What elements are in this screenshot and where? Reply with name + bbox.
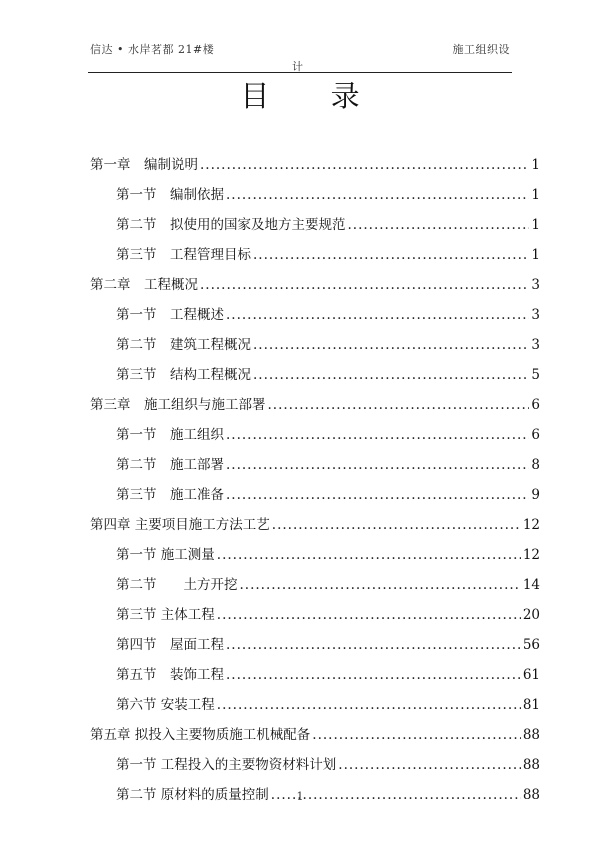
toc-entry-label: 第六节 安装工程 <box>116 697 215 713</box>
toc-dot-leader <box>200 270 529 300</box>
toc-entry-section[interactable] <box>90 630 540 660</box>
toc-entry-chapter[interactable] <box>90 390 540 420</box>
header-divider <box>88 72 512 73</box>
toc-entry-page: 5 <box>531 367 540 383</box>
toc-entry-page: 56 <box>522 637 540 653</box>
toc-entry-page: 88 <box>522 727 540 743</box>
toc-entry-section[interactable] <box>90 420 540 450</box>
toc-entry-label: 第三节 施工准备 <box>116 487 224 503</box>
toc-entry-label: 第一节 工程投入的主要物资材料计划 <box>116 757 337 773</box>
toc-entry-label: 第四章 主要项目施工方法工艺 <box>90 517 270 533</box>
toc-entry-section[interactable] <box>90 570 540 600</box>
toc-entry-page: 1 <box>531 247 540 263</box>
toc-entry-section[interactable] <box>90 690 540 720</box>
toc-entry-label: 第三节 主体工程 <box>116 607 215 623</box>
toc-dot-leader <box>272 510 521 540</box>
toc-entry-section[interactable] <box>90 750 540 780</box>
toc-entry-label: 第三节 工程管理目标 <box>116 247 251 263</box>
toc-dot-leader <box>217 690 521 720</box>
toc-entry-section[interactable] <box>90 300 540 330</box>
toc-dot-leader <box>253 360 529 390</box>
toc-entry-section[interactable] <box>90 240 540 270</box>
toc-entry-page: 81 <box>522 697 540 713</box>
toc-entry-section[interactable] <box>90 330 540 360</box>
toc-entry-label: 第二节 拟使用的国家及地方主要规范 <box>116 217 346 233</box>
toc-dot-leader <box>226 300 529 330</box>
toc-entry-label: 第二节 施工部署 <box>116 457 224 473</box>
page-title: 目 录 <box>240 79 386 113</box>
toc-entry-page: 9 <box>531 487 540 503</box>
header-right-text: 施工组织设 <box>452 43 510 56</box>
toc-entry-section[interactable] <box>90 660 540 690</box>
toc-entry-page: 3 <box>531 337 540 353</box>
toc-entry-page: 88 <box>522 757 540 773</box>
toc-entry-page: 1 <box>531 157 540 173</box>
toc-entry-page: 6 <box>531 397 540 413</box>
toc-entry-label: 第一节 施工测量 <box>116 547 215 563</box>
toc-entry-label: 第三节 结构工程概况 <box>116 367 251 383</box>
toc-entry-chapter[interactable] <box>90 510 540 540</box>
toc-dot-leader <box>226 630 521 660</box>
toc-entry-page: 1 <box>531 187 540 203</box>
toc-entry-label: 第三章 施工组织与施工部署 <box>90 397 266 413</box>
toc-entry-label: 第四节 屋面工程 <box>116 637 224 653</box>
toc-entry-page: 3 <box>531 307 540 323</box>
toc-entry-section[interactable] <box>90 480 540 510</box>
toc-dot-leader <box>217 600 521 630</box>
toc-entry-page: 6 <box>531 427 540 443</box>
toc-entry-page: 12 <box>522 517 540 533</box>
footer-page-number: 1 <box>296 790 304 803</box>
toc-entry-page: 88 <box>522 787 540 803</box>
toc-entry-page: 61 <box>522 667 540 683</box>
toc-entry-label: 第二节 建筑工程概况 <box>116 337 251 353</box>
toc-entry-label: 第二章 工程概况 <box>90 277 198 293</box>
toc-dot-leader <box>348 210 530 240</box>
toc-dot-leader <box>268 390 530 420</box>
toc-entry-label: 第一章 编制说明 <box>90 157 198 173</box>
toc-dot-leader <box>226 480 529 510</box>
toc-entry-chapter[interactable] <box>90 150 540 180</box>
toc-entry-page: 1 <box>531 217 540 233</box>
toc-dot-leader <box>200 150 529 180</box>
toc-entry-label: 第五章 拟投入主要物质施工机械配备 <box>90 727 311 743</box>
header-wrap-text: 计 <box>292 60 303 73</box>
toc-entry-label: 第一节 施工组织 <box>116 427 224 443</box>
toc-dot-leader <box>240 570 521 600</box>
toc-dot-leader <box>338 750 521 780</box>
toc-entry-page: 14 <box>522 577 540 593</box>
header-left-text: 信达 • 水岸茗都 21#楼 <box>90 43 215 56</box>
toc-dot-leader <box>253 330 529 360</box>
table-of-contents <box>90 150 540 810</box>
toc-entry-label: 第二节 土方开挖 <box>116 577 238 593</box>
toc-entry-section[interactable] <box>90 210 540 240</box>
toc-entry-section[interactable] <box>90 540 540 570</box>
toc-dot-leader <box>226 180 529 210</box>
toc-entry-label: 第一节 工程概述 <box>116 307 224 323</box>
toc-entry-page: 8 <box>531 457 540 473</box>
toc-entry-section[interactable] <box>90 600 540 630</box>
toc-dot-leader <box>226 450 529 480</box>
toc-entry-page: 3 <box>531 277 540 293</box>
toc-entry-label: 第五节 装饰工程 <box>116 667 224 683</box>
toc-entry-page: 12 <box>522 547 540 563</box>
toc-dot-leader <box>253 240 529 270</box>
toc-dot-leader <box>226 660 521 690</box>
toc-entry-section[interactable] <box>90 360 540 390</box>
toc-dot-leader <box>226 420 529 450</box>
toc-entry-label: 第一节 编制依据 <box>116 187 224 203</box>
toc-entry-label: 第二节 原材料的质量控制 <box>116 787 269 803</box>
toc-entry-section[interactable] <box>90 180 540 210</box>
toc-entry-page: 20 <box>522 607 540 623</box>
toc-dot-leader <box>312 720 521 750</box>
toc-entry-section[interactable] <box>90 450 540 480</box>
toc-entry-chapter[interactable] <box>90 270 540 300</box>
toc-entry-chapter[interactable] <box>90 720 540 750</box>
toc-dot-leader <box>217 540 521 570</box>
